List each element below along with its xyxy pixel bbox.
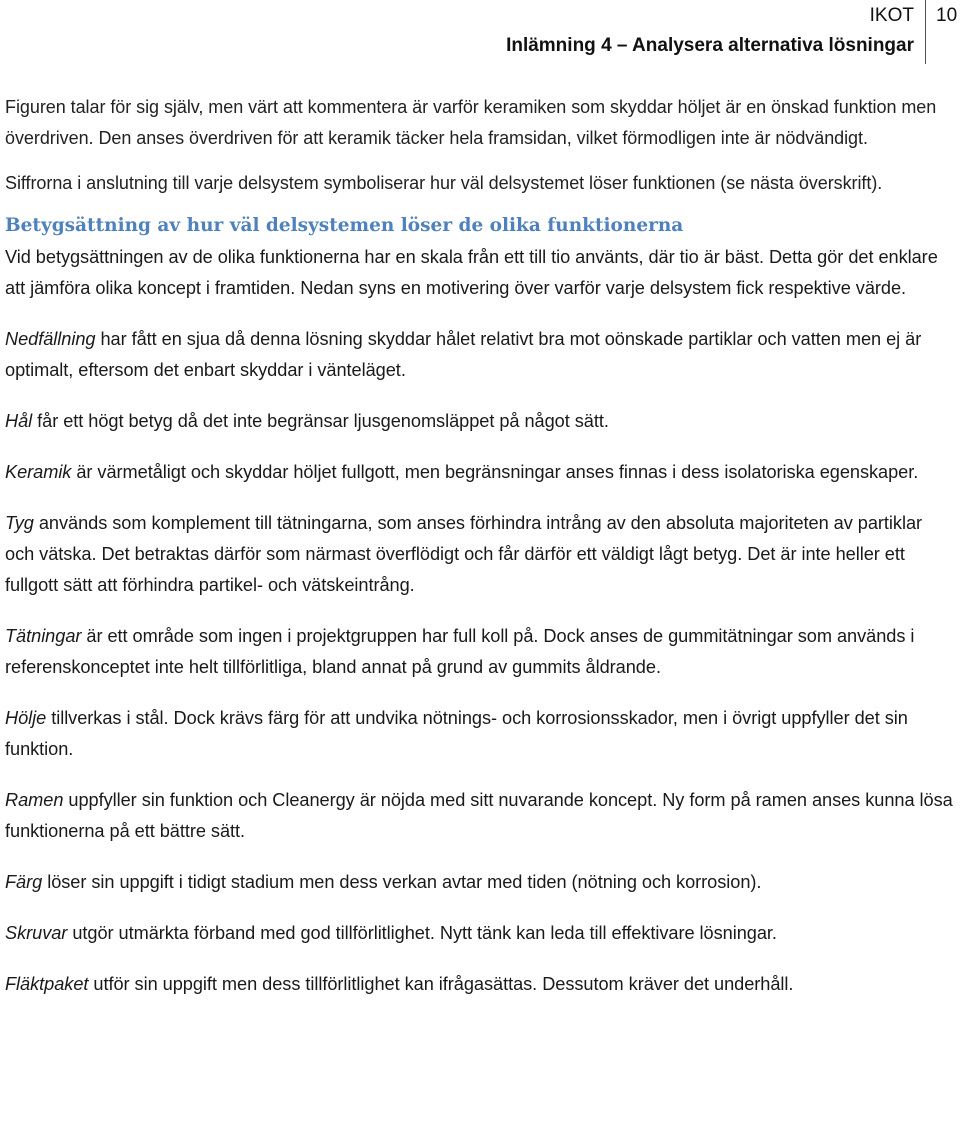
item-text: tillverkas i stål. Dock krävs färg för att undvika nötnings- och korrosionsskador, men i övrigt uppfyller det sin funktion. xyxy=(5,708,908,759)
item-term: Nedfällning xyxy=(5,329,96,349)
section-heading: Betygsättning av hur väl delsystemen löser de olika funktionerna xyxy=(5,215,684,236)
item-term: Tätningar xyxy=(5,626,82,646)
item-hal xyxy=(5,406,955,437)
item-tatningar xyxy=(5,621,955,683)
page-number: 10 xyxy=(936,5,958,26)
item-term: Skruvar xyxy=(5,923,68,943)
item-text: är ett område som ingen i projektgruppen har full koll på. Dock anses de gummitätningar som används i referenskonceptet inte helt tillförlitliga, bland annat på grund av gummits åldrande. xyxy=(5,626,915,677)
item-text: löser sin uppgift i tidigt stadium men dess verkan avtar med tiden (nötning och korrosion). xyxy=(42,872,762,892)
item-text: har fått en sjua då denna lösning skyddar hålet relativt bra mot oönskade partiklar och vatten men ej är optimalt, eftersom det enbart skyddar i vänteläget. xyxy=(5,329,922,380)
page-header xyxy=(0,0,960,64)
intro-paragraph-2: Siffrorna i anslutning till varje delsystem symboliserar hur väl delsystemet löser funktionen (se nästa överskrift). xyxy=(5,173,883,193)
item-term: Fläktpaket xyxy=(5,974,89,994)
item-text: utför sin uppgift men dess tillförlitlighet kan ifrågasättas. Dessutom kräver det underhåll. xyxy=(88,974,794,994)
item-term: Ramen xyxy=(5,790,64,810)
item-nedfallning xyxy=(5,324,955,386)
item-term: Hål xyxy=(5,411,33,431)
item-text: är värmetåligt och skyddar höljet fullgott, men begränsningar anses finnas i dess isolatoriska egenskaper. xyxy=(71,462,919,482)
header-divider xyxy=(925,0,926,64)
item-term: Hölje xyxy=(5,708,47,728)
item-ramen xyxy=(5,785,955,847)
item-text: får ett högt betyg då det inte begränsar ljusgenomsläppet på något sätt. xyxy=(32,411,609,431)
header-course: IKOT xyxy=(869,5,914,26)
item-term: Keramik xyxy=(5,462,72,482)
document-body xyxy=(5,92,955,1020)
intro-paragraph-1: Figuren talar för sig själv, men värt att kommentera är varför keramiken som skyddar höljet är en önskad funktion men överdriven. Den anses överdriven för att keramik täcker hela framsidan, vilket förmodligen inte är nödvändigt. xyxy=(5,97,937,148)
header-title: Inlämning 4 – Analysera alternativa lösningar xyxy=(506,35,914,56)
section-intro: Vid betygsättningen av de olika funktionerna har en skala från ett till tio använts, där tio är bäst. Detta gör det enklare att jämföra olika koncept i framtiden. Nedan syns en motivering över varför varje delsystem fick respektive värde. xyxy=(5,247,938,298)
item-term: Färg xyxy=(5,872,43,892)
item-text: uppfyller sin funktion och Cleanergy är nöjda med sitt nuvarande koncept. Ny form på ramen anses kunna lösa funktionerna på ett bättre sätt. xyxy=(5,790,953,841)
item-text: utgör utmärkta förband med god tillförlitlighet. Nytt tänk kan leda till effektivare lösningar. xyxy=(67,923,777,943)
item-text: används som komplement till tätningarna, som anses förhindra intrång av den absoluta majoriteten av partiklar och vätska. Det betraktas därför som närmast överflödigt och får därför ett väldigt lågt betyg. Det är inte heller ett fullgott sätt att förhindra partikel- och vätskeintrång. xyxy=(5,513,923,595)
item-farg xyxy=(5,867,955,898)
item-tyg xyxy=(5,508,955,601)
item-holje xyxy=(5,703,955,765)
item-flaktpaket xyxy=(5,969,955,1000)
item-skruvar xyxy=(5,918,955,949)
item-keramik xyxy=(5,457,955,488)
item-term: Tyg xyxy=(5,513,34,533)
